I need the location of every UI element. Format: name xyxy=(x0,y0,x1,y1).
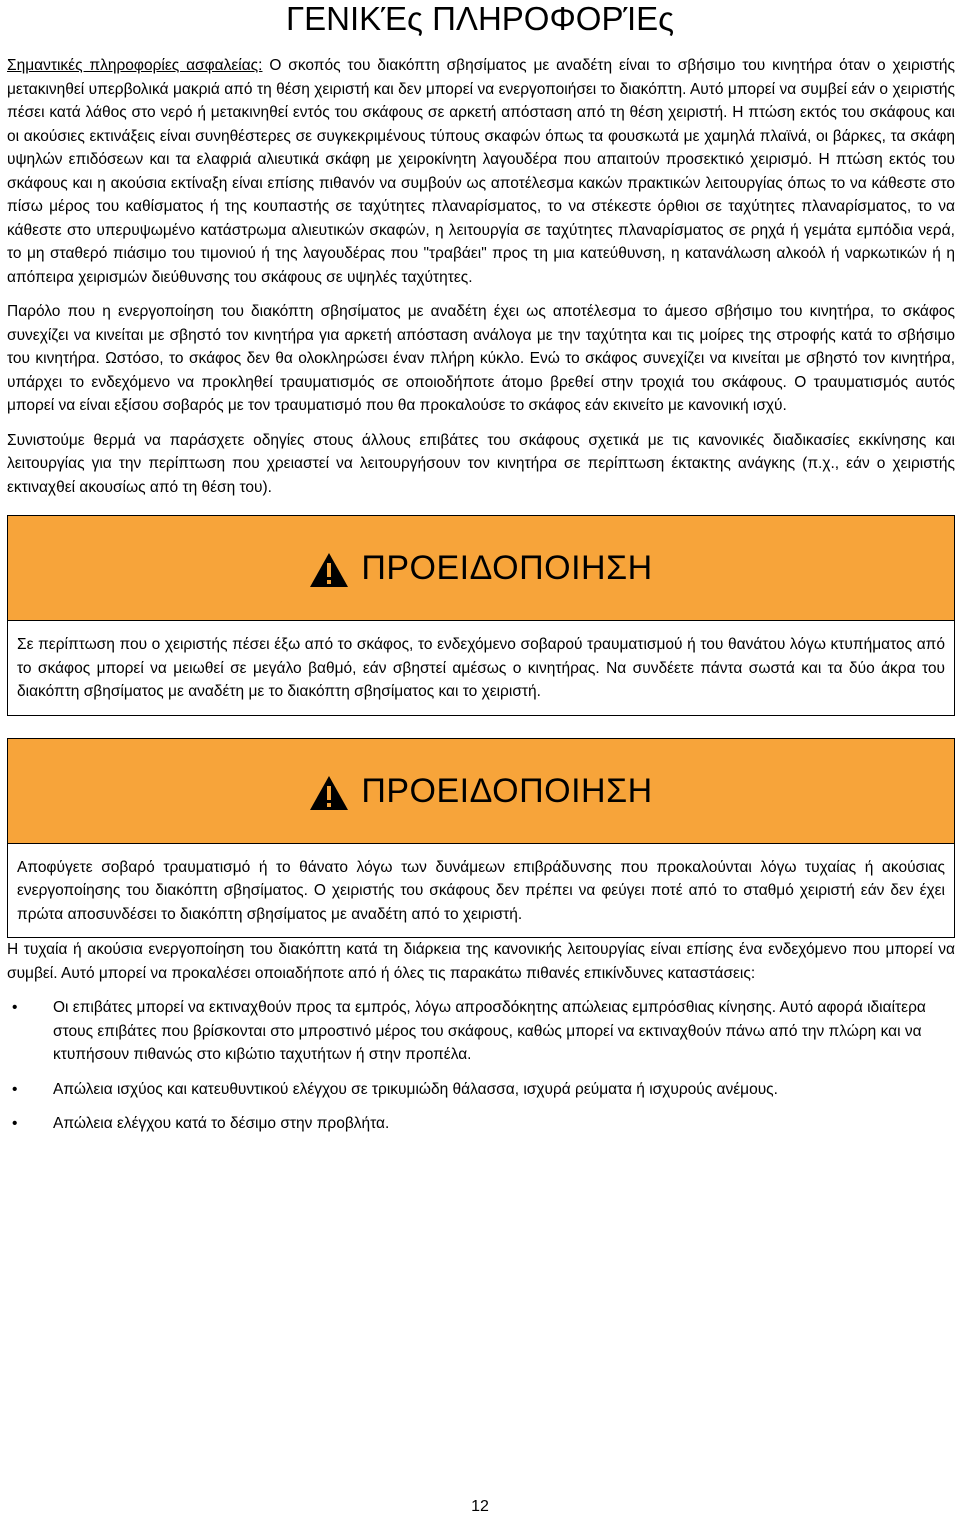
bullet-icon: • xyxy=(12,1115,18,1132)
list-item xyxy=(7,996,955,1067)
hazard-list xyxy=(7,996,955,1136)
warning-header xyxy=(8,516,954,621)
warning-text: Αποφύγετε σοβαρό τραυματισμό ή το θάνατο λόγω των δυνάμεων επιβράδυνσης που προκαλούνται λόγω τυχαίας ή ακούσιας ενεργοποίησης του διακόπτη σβησίματος. Ο χειριστής του σκάφους δεν πρέπει να φεύγει ποτέ από το σταθμό χειριστή εάν δεν έχει πρώτα αποσυνδέσει το διακόπτη σβησίματος με αναδέτη από το χειριστή. xyxy=(17,858,945,923)
page-content xyxy=(7,54,955,1147)
safety-label: Σημαντικές πληροφορίες ασφαλείας: xyxy=(7,57,263,74)
warning-signal-word: ΠΡΟΕΙΔΟΠΟΙΗΣΗ xyxy=(361,549,653,587)
safety-paragraph-2: Παρόλο που η ενεργοποίηση του διακόπτη σβησίματος με αναδέτη έχει ως αποτέλεσμα το άμεσο σβήσιμο του κινητήρα, το σκάφος συνεχίζει να κινείται με σβηστό τον κινητήρα για αρκετή απόσταση ανάλογα με την ταχύτητα και τις μοίρες της στροφής κατά το σβήσιμο του κινητήρα. Ωστόσο, το σκάφος δεν θα ολοκληρώσει έναν πλήρη κύκλο. Ενώ το σκάφος συνεχίζει να κινείται με σβηστό τον κινητήρα, υπάρχει το ενδεχόμενο να προκληθεί τραυματισμός σε οποιοδήποτε άτομο βρεθεί στην τροχιά του σκάφους. Ο τραυματισμός αυτός μπορεί να είναι εξίσου σοβαρός με τον τραυματισμό που θα προκαλούσε το σκάφος εάν εκινείτο με κανονική ισχύ. xyxy=(7,303,955,414)
warning-box xyxy=(7,515,955,716)
list-item-text: Οι επιβάτες μπορεί να εκτιναχθούν προς τα εμπρός, λόγω απροσδόκητης απώλειας εμπρόσθιας κίνησης. Αυτό αφορά ιδιαίτερα στους επιβάτες που βρίσκονται στο μπροστινό μέρος του σκάφους, καθώς μπορεί να εκτιναχθούν πάνω από την πλώρη και να κτυπήσουν πιθανώς στο κιβώτιο ταχυτήτων ή στην προπέλα. xyxy=(53,999,926,1063)
warning-text: Σε περίπτωση που ο χειριστής πέσει έξω από το σκάφος, το ενδεχόμενο σοβαρού τραυματισμού ή του θανάτου λόγω κτυπήματος από το σκάφος μπορεί να μειωθεί σε μεγάλο βαθμό, εάν σβηστεί αμέσως ο κινητήρας. Να συνδέετε πάντα σωστά και τα δύο άκρα του διακόπτη σβησίματος με αναδέτη με το διακόπτη σβησίματος και το χειριστή. xyxy=(17,636,945,700)
safety-paragraph-1 xyxy=(7,54,955,289)
warning-triangle-icon xyxy=(309,775,349,811)
accidental-activation-intro: Η τυχαία ή ακούσια ενεργοποίηση του διακόπτη κατά τη διάρκεια της κανονικής λειτουργίας είναι επίσης ένα ενδεχόμενο που μπορεί να συμβεί. Αυτό μπορεί να προκαλέσει οποιαδήποτε από ή όλες τις παρακάτω πιθανές επικίνδυνες καταστάσεις: xyxy=(7,941,955,982)
list-item-text: Απώλεια ισχύος και κατευθυντικού ελέγχου σε τρικυμιώδη θάλασσα, ισχυρά ρεύματα ή ισχυρούς ανέμους. xyxy=(53,1080,778,1098)
safety-paragraph-1-text: Ο σκοπός του διακόπτη σβησίματος με αναδέτη είναι το σβήσιμο του κινητήρα όταν ο χειριστής μετακινηθεί υπερβολικά μακριά από τη θέση χειριστή και δεν μπορεί να ενεργοποιήσει το διακόπτη. Αυτό μπορεί να συμβεί εάν ο χειριστής πέσει κατά λάθος στο νερό ή μετακινηθεί εντός του σκάφους σε αρκετή απόσταση από τη θέση χειριστή. Η πτώση εκτός του σκάφους και οι ακούσιες εκτινάξεις είναι συνηθέστερες σε συγκεκριμένους τύπους σκαφών όπως τα φουσκωτά με χαμηλά πλαϊνά, οι βάρκες, τα σκάφη υψηλών επιδόσεων και τα ελαφριά αλιευτικά σκάφη με χειροκίνητη λαγουδέρα που απαιτούν προσεκτικό χειρισμό. Η πτώση εκτός του σκάφους και η ακούσια εκτίναξη είναι επίσης πιθανόν να συμβούν ως αποτέλεσμα κακών πρακτικών λειτουργίας όπως το να κάθεστε στο πίσω μέρος του καθίσματος ή της κουπαστής σε ταχύτητες πλαναρίσματος, το να στέκεστε όρθιοι σε ταχύτητες πλαναρίσματος, το να κάθεστε στο υπερυψωμένο κατάστρωμα αλιευτικών σκαφών, η λειτουργία σε ταχύτητες πλαναρίσματος σε ρηχά ή γεμάτα εμπόδια νερά, το μη σταθερό πιάσιμο του τιμονιού ή της λαγουδέρας που "τραβάει" προς τη μια κατεύθυνση, η κατανάλωση αλκοόλ ή ναρκωτικών ή η απόπειρα χειρισμών διεύθυνσης του σκάφους σε υψηλές ταχύτητες. xyxy=(7,57,955,286)
safety-paragraph-3: Συνιστούμε θερμά να παράσχετε οδηγίες στους άλλους επιβάτες του σκάφους σχετικά με τις κανονικές διαδικασίες εκκίνησης και λειτουργίας για την περίπτωση που χρειαστεί να λειτουργήσουν τον κινητήρα σε περίπτωση έκτακτης ανάγκης (π.χ., εάν ο χειριστής εκτιναχθεί ακουσίως από τη θέση του). xyxy=(7,431,955,496)
warning-box xyxy=(7,738,955,939)
page-title: ΓΕΝΙΚΈς ΠΛΗΡΟΦΟΡΊΕς xyxy=(285,0,675,37)
warning-signal-word: ΠΡΟΕΙΔΟΠΟΙΗΣΗ xyxy=(361,771,653,810)
warning-header xyxy=(8,739,954,844)
bullet-icon: • xyxy=(12,999,18,1016)
page-number: 12 xyxy=(471,1498,489,1515)
list-item xyxy=(7,1078,955,1102)
list-item xyxy=(7,1112,955,1136)
list-item-text: Απώλεια ελέγχου κατά το δέσιμο στην προβλήτα. xyxy=(53,1115,390,1132)
bullet-icon: • xyxy=(12,1080,18,1098)
warning-triangle-icon xyxy=(309,552,349,588)
